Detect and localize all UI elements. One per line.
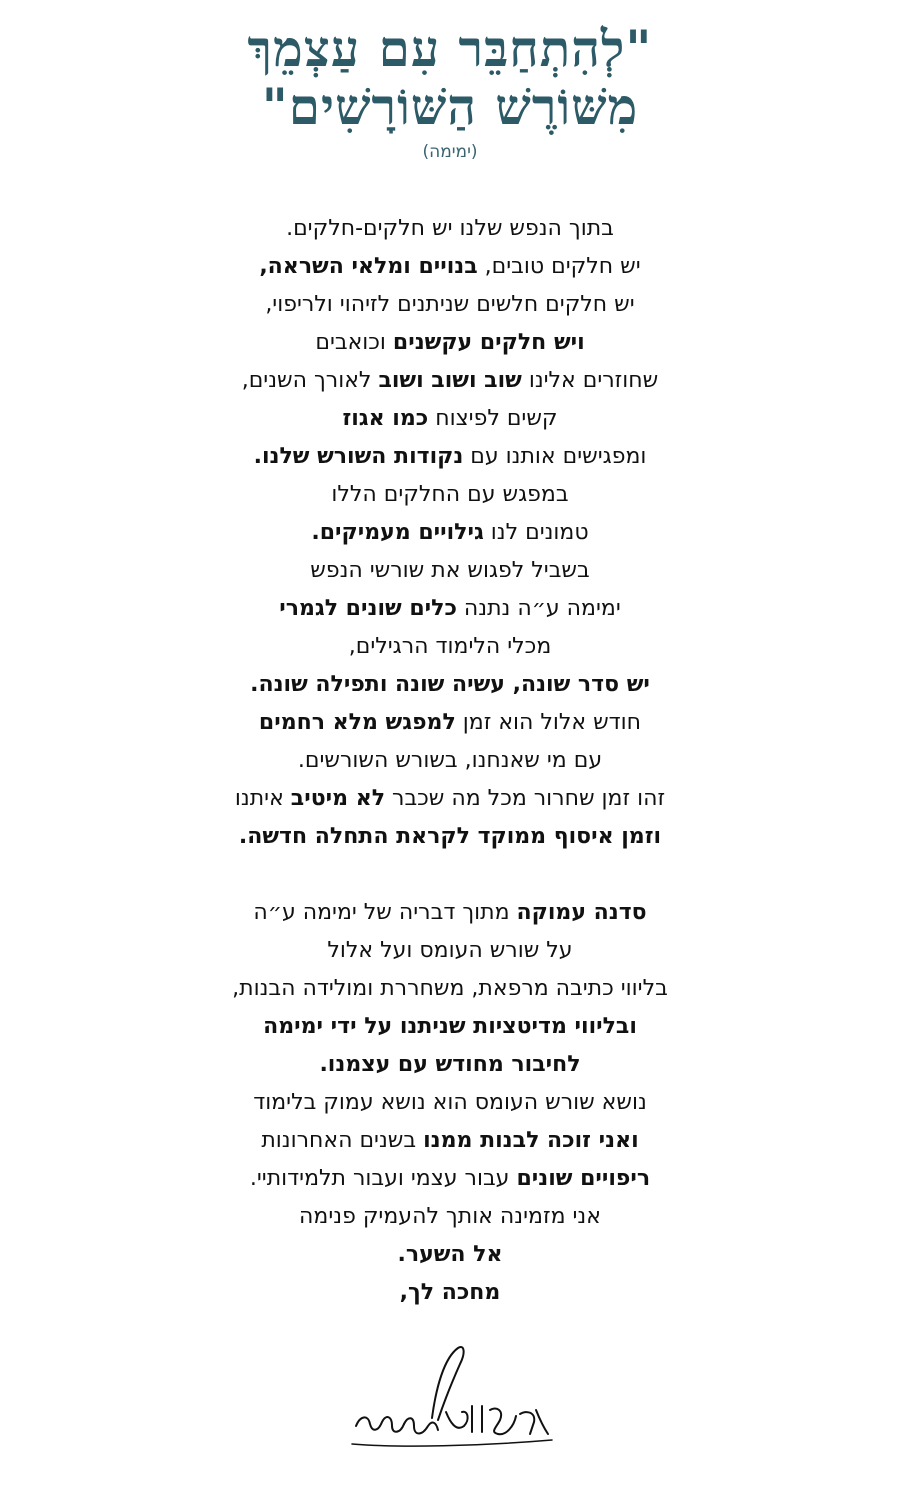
text-line [0, 742, 900, 780]
text-segment: בתוך הנפש שלנו יש חלקים-חלקים. [286, 216, 614, 241]
signature [340, 1340, 560, 1460]
text-line [0, 1236, 900, 1274]
text-segment: בשנים האחרונות [261, 1128, 424, 1153]
text-line [0, 970, 900, 1008]
text-segment: על שורש העומס ועל אלול [327, 938, 573, 963]
paragraph-gap [0, 856, 900, 894]
bold-text-segment: כמו אגוז [342, 406, 429, 431]
subtitle: (ימימה) [422, 142, 478, 162]
text-line [0, 780, 900, 818]
text-segment: ומפגישים אותנו עם [463, 444, 647, 469]
bold-text-segment: מחכה לך, [399, 1280, 501, 1305]
bold-text-segment: כלים שונים לגמרי [279, 596, 457, 621]
text-segment: מתוך דבריה של ימימה ע״ה [253, 900, 517, 925]
text-segment: טמונים לנו [483, 520, 589, 545]
text-segment: יש חלקים חלשים שניתנים לזיהוי ולריפוי, [265, 292, 635, 317]
bold-text-segment: אל השער. [397, 1242, 503, 1267]
bold-text-segment: ויש חלקים עקשנים [392, 330, 585, 355]
bold-text-segment: ואני זוכה לבנות ממנו [423, 1128, 639, 1153]
text-segment: קשים לפיצוח [428, 406, 558, 431]
text-line [0, 818, 900, 856]
text-segment: וכואבים [315, 330, 393, 355]
text-line [0, 476, 900, 514]
text-segment: יש חלקים טובים, [477, 254, 641, 279]
text-segment: בליווי כתיבה מרפאת, משחררת ומולידה הבנות, [232, 976, 668, 1001]
text-line [0, 286, 900, 324]
text-line [0, 210, 900, 248]
text-line [0, 666, 900, 704]
text-segment: שחוזרים אלינו [521, 368, 659, 393]
text-segment: חודש אלול הוא זמן [455, 710, 642, 735]
text-segment: איתנו [234, 786, 291, 811]
bold-text-segment: למפגש מלא רחמים [258, 710, 456, 735]
bold-text-segment: לחיבור מחודש עם עצמנו. [319, 1052, 581, 1077]
body-text [0, 210, 900, 1312]
text-line [0, 1198, 900, 1236]
text-line [0, 248, 900, 286]
text-segment: עבור עצמי ועבור תלמידותיי. [249, 1166, 517, 1191]
text-segment: לאורך השנים, [241, 368, 379, 393]
bold-text-segment: נקודות השורש שלנו. [253, 444, 464, 469]
text-line [0, 1046, 900, 1084]
title-line-2: מִשּׁוֹרֶשׁ הַשּׁוֹרָשִׁים" [261, 77, 639, 136]
title-line-1: "לְהִתְחַבֵּר עִם עַצְמֵךְ [247, 19, 653, 78]
text-line [0, 324, 900, 362]
text-segment: במפגש עם החלקים הללו [331, 482, 569, 507]
text-line [0, 894, 900, 932]
bold-text-segment: סדנה עמוקה [516, 900, 647, 925]
text-line [0, 1122, 900, 1160]
title-block [0, 20, 900, 162]
text-line [0, 1160, 900, 1198]
bold-text-segment: שוב ושוב ושוב [378, 368, 522, 393]
text-line [0, 514, 900, 552]
bold-text-segment: ובליווי מדיטציות שניתנו על ידי ימימה [263, 1014, 637, 1039]
text-line [0, 1084, 900, 1122]
bold-text-segment: גילויים מעמיקים. [311, 520, 484, 545]
text-line [0, 552, 900, 590]
text-segment: עם מי שאנחנו, בשורש השורשים. [297, 748, 603, 773]
text-line [0, 362, 900, 400]
text-segment: בשביל לפגוש את שורשי הנפש [310, 558, 590, 583]
text-segment: זהו זמן שחרור מכל מה שכבר [385, 786, 666, 811]
text-line [0, 400, 900, 438]
bold-text-segment: יש סדר שונה, עשיה שונה ותפילה שונה. [250, 672, 650, 697]
text-line [0, 932, 900, 970]
text-line [0, 628, 900, 666]
text-segment: מכלי הלימוד הרגילים, [348, 634, 552, 659]
text-segment: אני מזמינה אותך להעמיק פנימה [299, 1204, 601, 1229]
text-line [0, 1008, 900, 1046]
text-line [0, 704, 900, 742]
text-line [0, 438, 900, 476]
bold-text-segment: בנויים ומלאי השראה, [259, 254, 478, 279]
bold-text-segment: וזמן איסוף ממוקד לקראת התחלה חדשה. [238, 824, 662, 849]
text-segment: נושא שורש העומס הוא נושא עמוק בלימוד [253, 1090, 647, 1115]
bold-text-segment: לא מיטיב [290, 786, 386, 811]
text-segment: ימימה ע״ה נתנה [456, 596, 621, 621]
text-line [0, 590, 900, 628]
bold-text-segment: ריפויים שונים [516, 1166, 651, 1191]
text-line [0, 1274, 900, 1312]
